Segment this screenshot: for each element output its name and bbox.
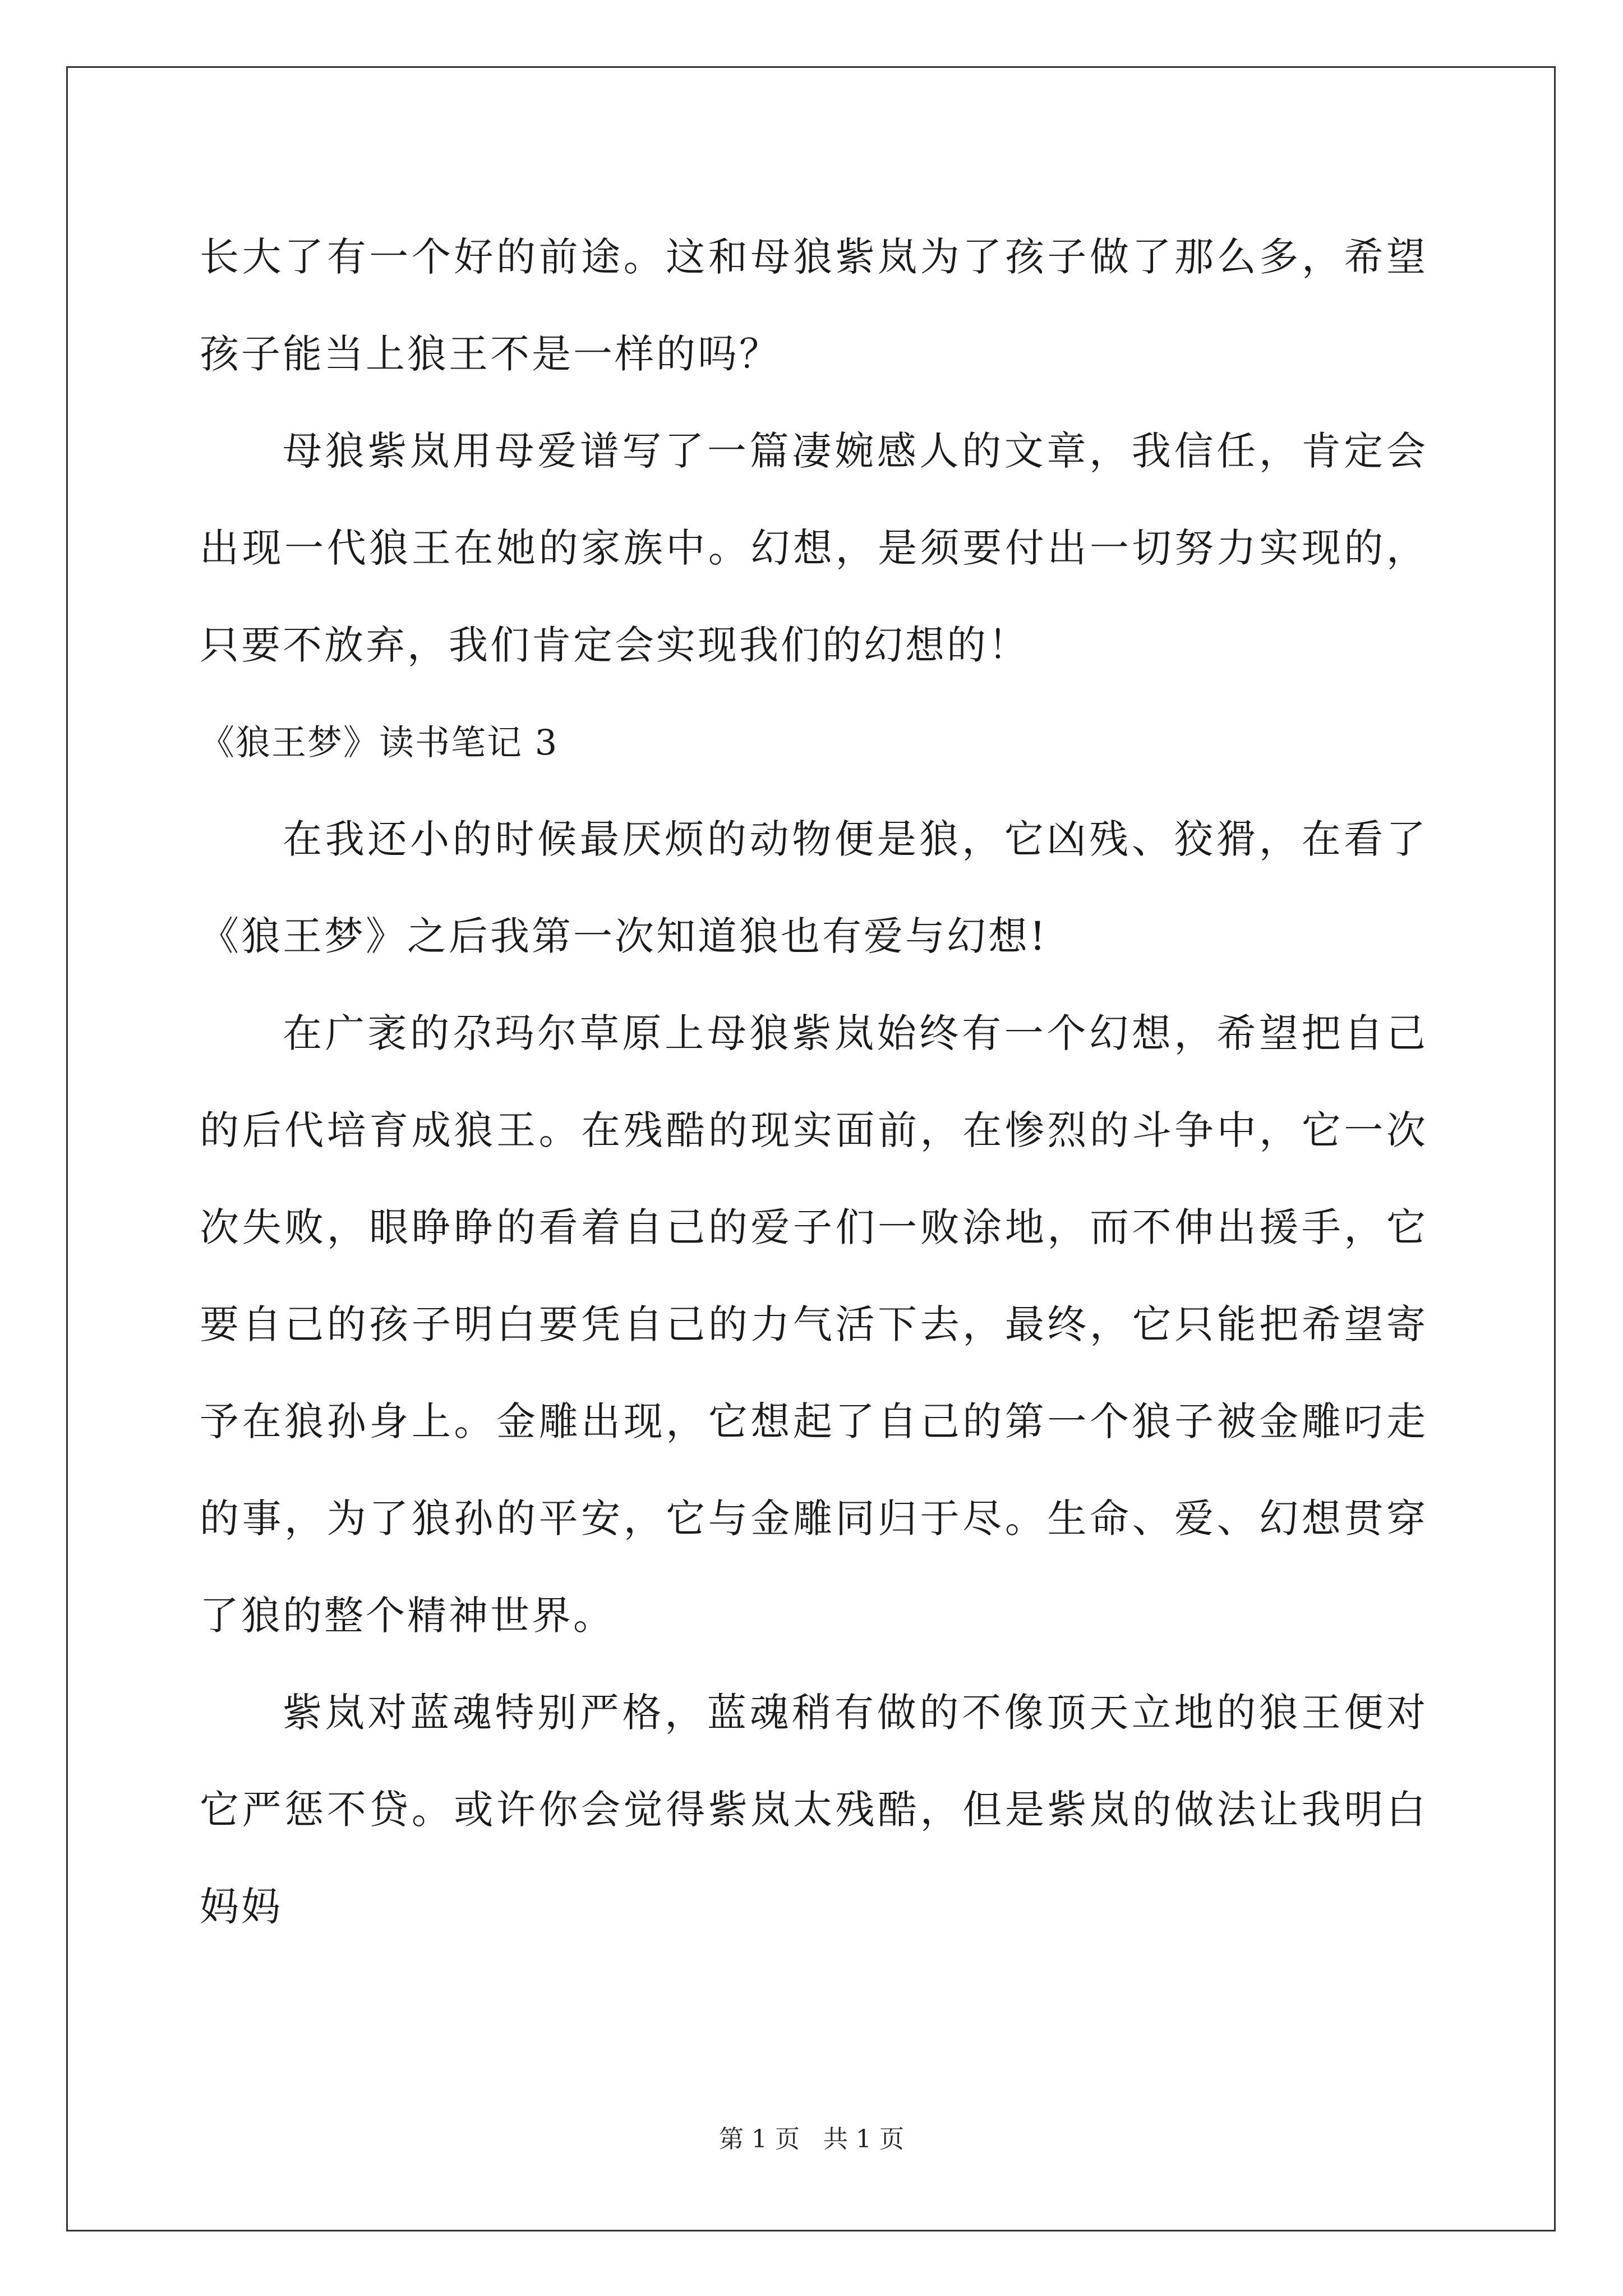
paragraph-5: 紫岚对蓝魂特别严格，蓝魂稍有做的不像顶天立地的狼王便对它严惩不贷。或许你会觉得紫岚太残酷，但是紫岚的做法让我明白妈妈 (200, 1690, 1428, 1930)
page-footer (0, 2123, 1623, 2156)
document-body (200, 209, 1428, 1955)
paragraph-4: 在广袤的尕玛尔草原上母狼紫岚始终有一个幻想，希望把自己的后代培育成狼王。在残酷的现实面前，在惨烈的斗争中，它一次次失败，眼睁睁的看着自己的爱子们一败涂地，而不伸出援手，它要自己的孩子明白要凭自己的力气活下去，最终，它只能把希望寄予在狼孙身上。金雕出现，它想起了自己的第一个狼子被金雕叼走的事，为了狼孙的平安，它与金雕同归于尽。生命、爱、幻想贯穿了狼的整个精神世界。 (200, 1010, 1428, 1639)
paragraph-3: 在我还小的时候最厌烦的动物便是狼，它凶残、狡猾，在看了《狼王梦》之后我第一次知道狼也有爱与幻想! (200, 816, 1428, 959)
page-total: 共 1 页 (823, 2125, 904, 2154)
paragraph-1: 长大了有一个好的前途。这和母狼紫岚为了孩子做了那么多，希望孩子能当上狼王不是一样的吗？ (200, 234, 1428, 377)
page-number: 第 1 页 (719, 2125, 800, 2154)
paragraph-2: 母狼紫岚用母爱谱写了一篇凄婉感人的文章，我信任，肯定会出现一代狼王在她的家族中。幻想，是须要付出一切努力实现的，只要不放弃，我们肯定会实现我们的幻想的！ (200, 428, 1428, 668)
section-heading: 《狼王梦》读书笔记 3 (200, 722, 559, 763)
